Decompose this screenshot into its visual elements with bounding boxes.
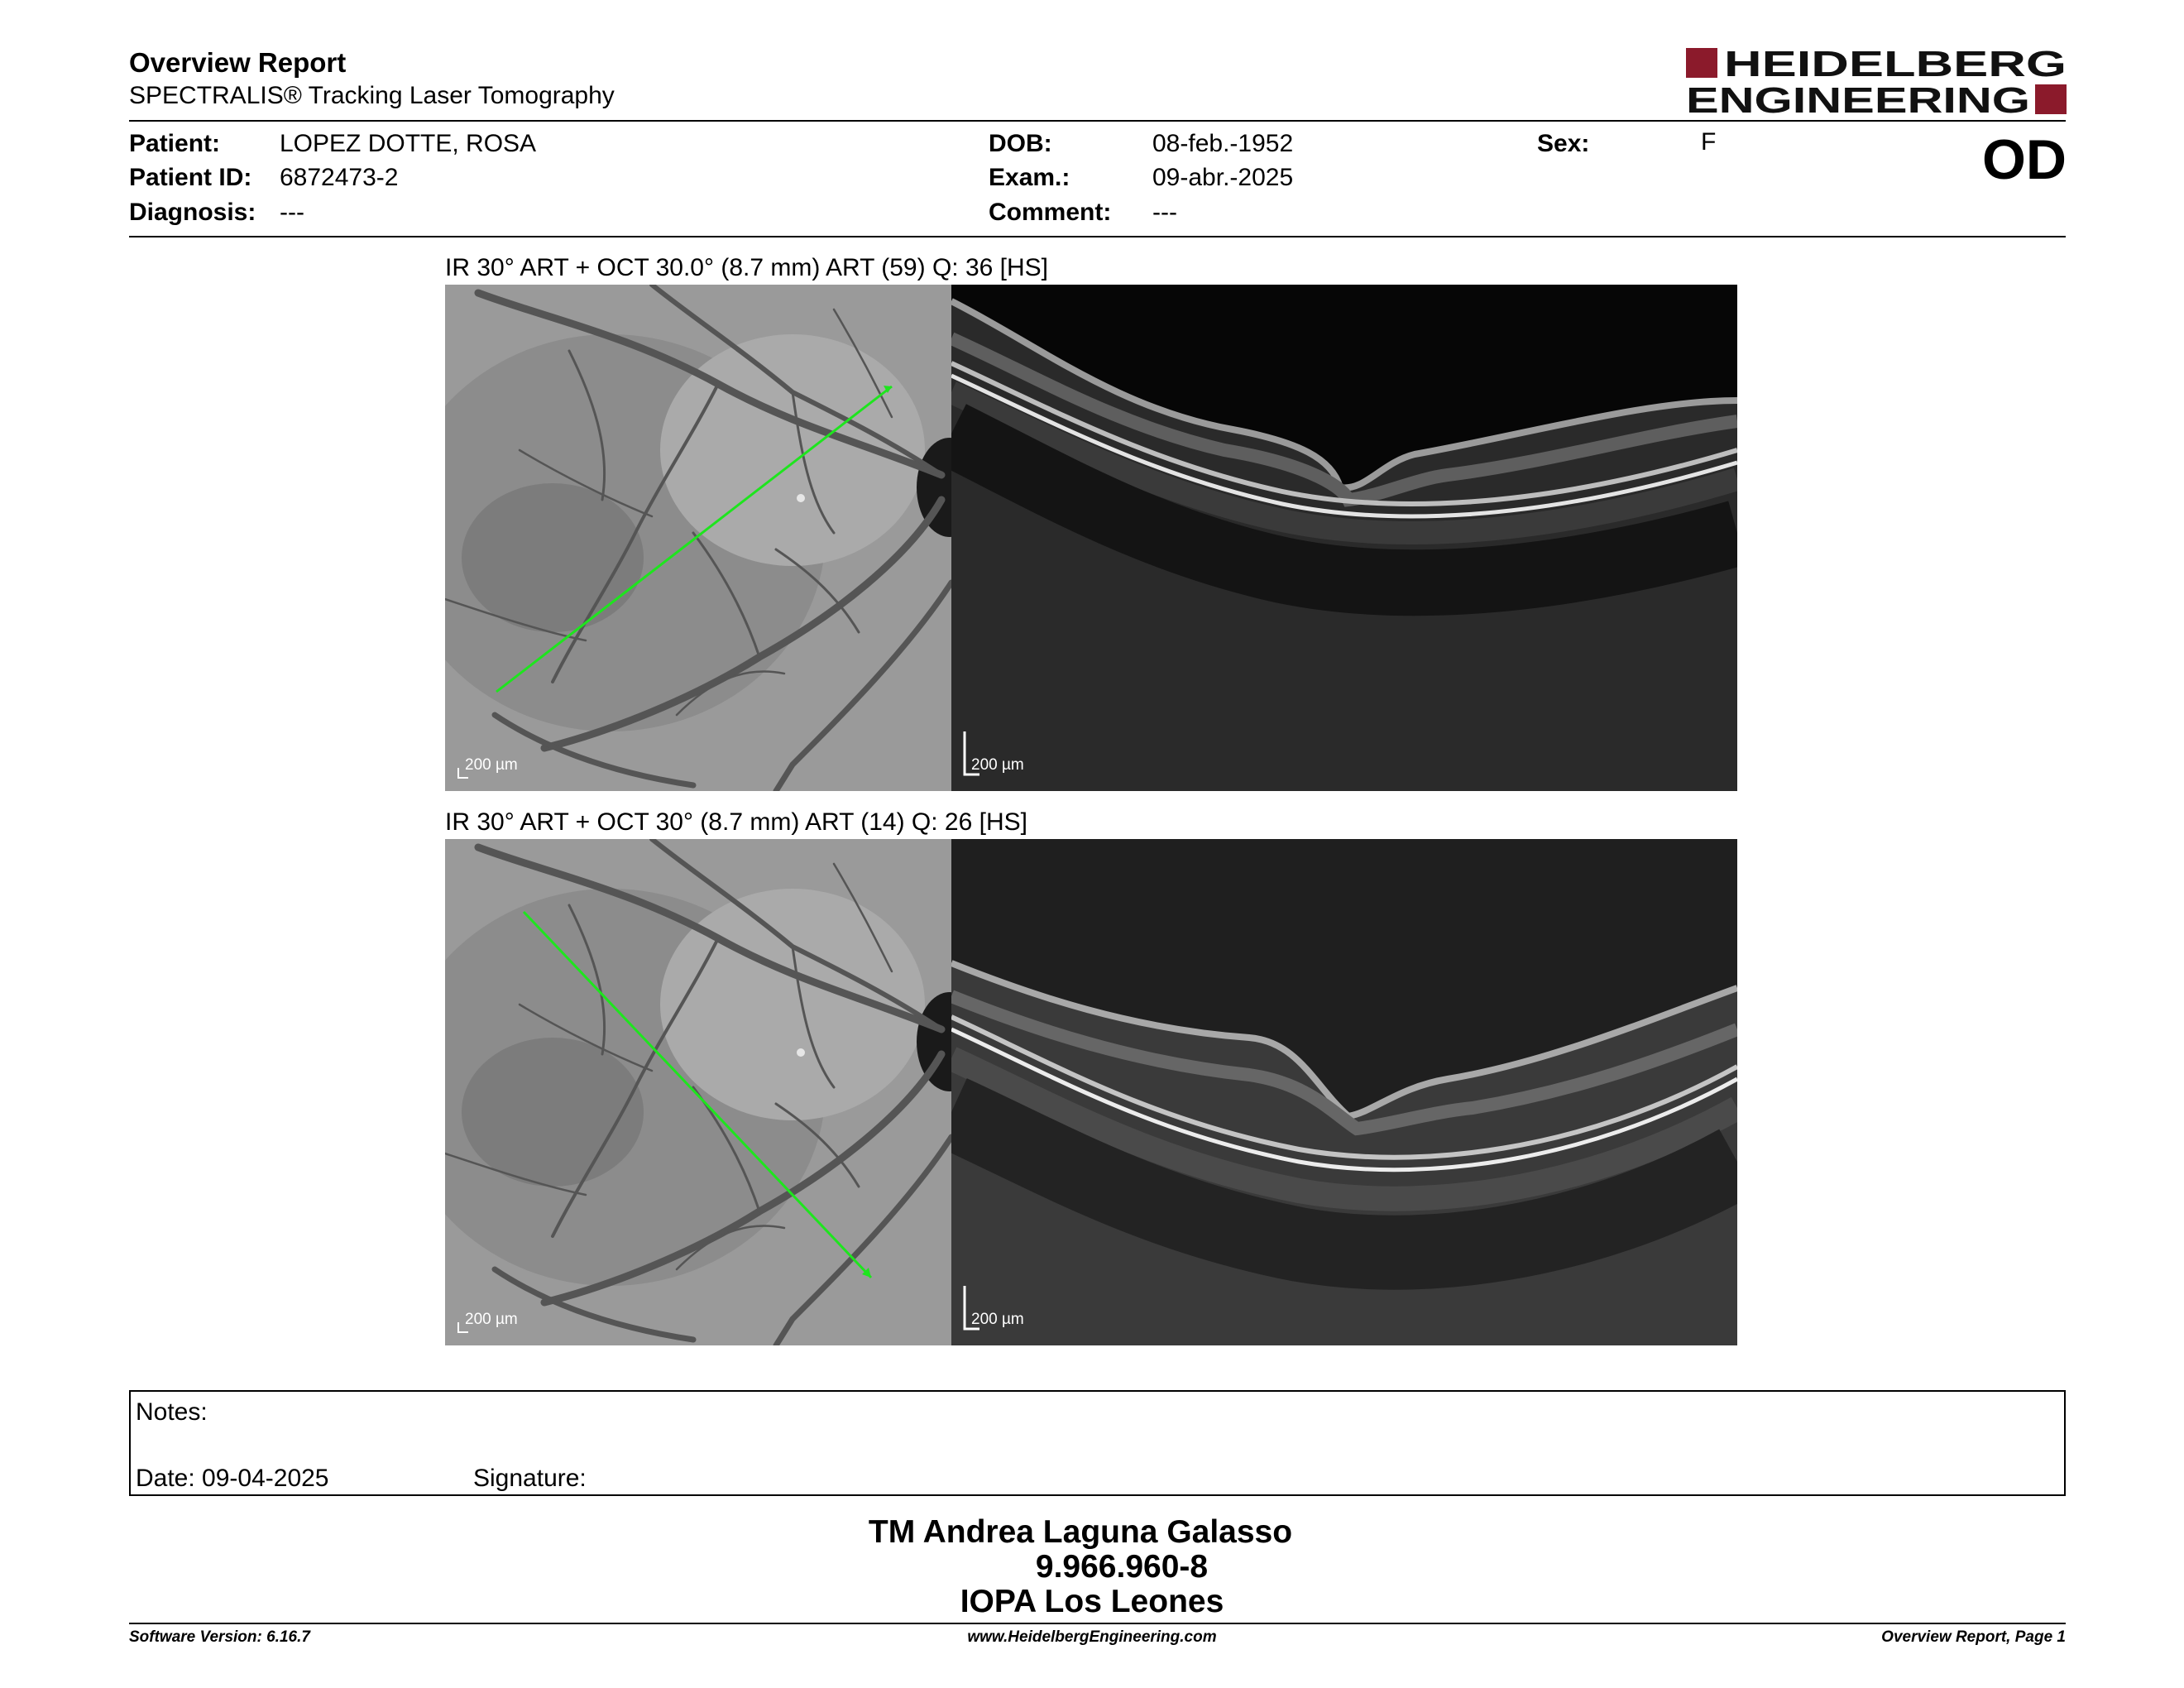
notes-box[interactable] xyxy=(129,1390,2066,1496)
dob-value: 08-feb.-1952 xyxy=(1152,130,1294,157)
eye-indicator: OD xyxy=(1982,128,2067,191)
fundus-image-1[interactable] xyxy=(445,285,951,791)
comment-value: --- xyxy=(1152,199,1177,226)
patient-id-label: Patient ID: xyxy=(129,164,252,191)
comment-label: Comment: xyxy=(989,199,1112,226)
patient-divider xyxy=(129,236,2066,237)
diagnosis-value: --- xyxy=(280,199,304,226)
heidelberg-logo xyxy=(1686,46,2067,117)
signature-label: Signature: xyxy=(473,1465,587,1492)
signer-name: TM Andrea Laguna Galasso xyxy=(868,1514,1293,1550)
fundus-scale-label-2: 200 µm xyxy=(465,1311,518,1328)
oct-bscan-2[interactable] xyxy=(951,839,1737,1345)
patient-label: Patient: xyxy=(129,130,221,157)
website-link[interactable]: www.HeidelbergEngineering.com xyxy=(967,1628,1217,1646)
fundus-image-2[interactable] xyxy=(445,839,951,1345)
oct-scale-label-1: 200 µm xyxy=(971,756,1024,774)
notes-label: Notes: xyxy=(136,1398,208,1426)
sex-label: Sex: xyxy=(1537,130,1590,157)
diagnosis-label: Diagnosis: xyxy=(129,199,256,226)
software-version: Software Version: 6.16.7 xyxy=(129,1628,310,1646)
svg-text:ENGINEERING: ENGINEERING xyxy=(1686,80,2030,117)
fundus-scale-label-1: 200 µm xyxy=(465,756,518,774)
exam-value: 09-abr.-2025 xyxy=(1152,164,1294,191)
patient-name: LOPEZ DOTTE, ROSA xyxy=(280,130,537,157)
signer-id: 9.966.960-8 xyxy=(1035,1549,1209,1585)
report-title: Overview Report xyxy=(129,47,347,78)
oct-bscan-1[interactable] xyxy=(951,285,1737,791)
sex-value: F xyxy=(1701,128,1717,156)
patient-id: 6872473-2 xyxy=(280,164,399,191)
exam-label: Exam.: xyxy=(989,164,1070,191)
signer-place: IOPA Los Leones xyxy=(960,1584,1224,1619)
scan-2-title: IR 30° ART + OCT 30° (8.7 mm) ART (14) Q: 26 [HS] xyxy=(445,808,1027,836)
header-divider xyxy=(129,120,2066,122)
oct-scale-label-2: 200 µm xyxy=(971,1311,1024,1328)
dob-label: DOB: xyxy=(989,130,1052,157)
notes-date: Date: 09-04-2025 xyxy=(136,1465,329,1492)
footer-divider xyxy=(129,1623,2066,1624)
report-subtitle: SPECTRALIS® Tracking Laser Tomography xyxy=(129,82,615,109)
page-indicator: Overview Report, Page 1 xyxy=(1881,1628,2066,1646)
svg-text:HEIDELBERG: HEIDELBERG xyxy=(1724,46,2067,84)
scan-1-title: IR 30° ART + OCT 30.0° (8.7 mm) ART (59) Q: 36 [HS] xyxy=(445,254,1048,281)
